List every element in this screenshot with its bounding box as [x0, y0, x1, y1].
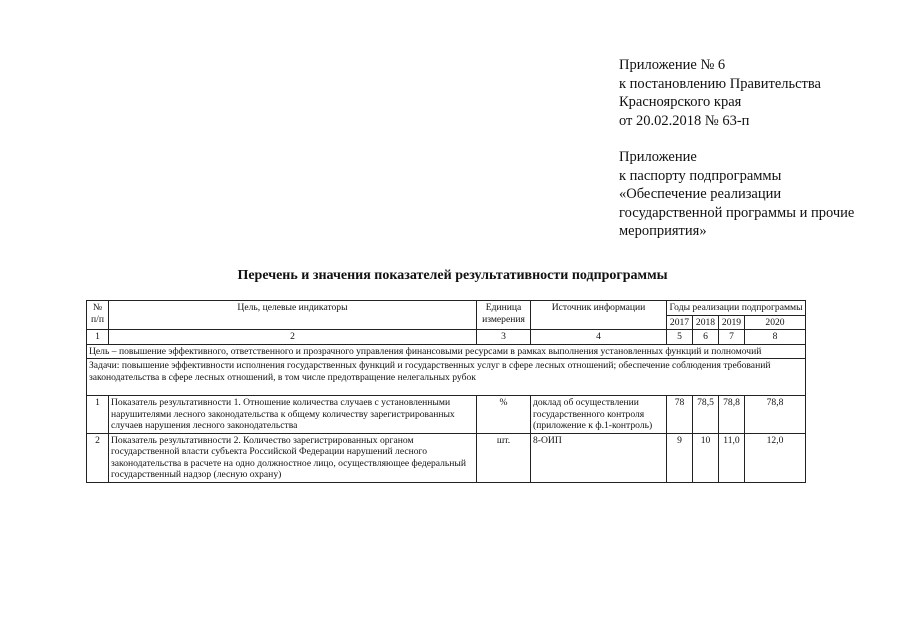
appendix-line: к постановлению Правительства — [619, 75, 821, 92]
header-year: 2019 — [719, 315, 745, 330]
appendix-line: от 20.02.2018 № 63-п — [619, 112, 750, 129]
col-number: 5 — [667, 330, 693, 345]
table-row — [87, 433, 806, 482]
row-value-2017: 9 — [667, 433, 693, 482]
row-value-2019: 11,0 — [719, 433, 745, 482]
goal-text: Цель – повышение эффективного, ответственного и прозрачного управления финансовыми ресурсами в рамках выполнения установленных функций и полномочий — [87, 344, 806, 359]
appendix-block — [619, 56, 854, 241]
appendix-line: мероприятия» — [619, 223, 707, 239]
task-row — [87, 359, 806, 396]
appendix-line: Красноярского края — [619, 94, 742, 110]
row-value-2020: 78,8 — [745, 396, 806, 434]
row-value-2018: 10 — [693, 433, 719, 482]
row-value-2020: 12,0 — [745, 433, 806, 482]
header-source: Источник информации — [531, 301, 667, 330]
header-unit: Единица измерения — [477, 301, 531, 330]
row-indicator-text: Показатель результативности 2. Количество зарегистрированных органом государственной власти субъекта Российской Федерации нарушений лесного законодательства в расчете на одно должностное лицо, осуществляющее федеральный государственный надзор (лесную охрану) — [109, 433, 477, 482]
row-num: 2 — [87, 433, 109, 482]
header-years-group: Годы реализации подпрограммы — [667, 301, 806, 316]
row-unit: шт. — [477, 433, 531, 482]
col-number: 3 — [477, 330, 531, 345]
appendix-line: государственной программы и прочие — [619, 204, 855, 221]
col-number: 7 — [719, 330, 745, 345]
header-year: 2018 — [693, 315, 719, 330]
header-row — [87, 301, 806, 316]
appendix-line: Приложение — [619, 149, 697, 165]
row-unit: % — [477, 396, 531, 434]
header-year: 2017 — [667, 315, 693, 330]
col-number: 8 — [745, 330, 806, 345]
appendix-line: к паспорту подпрограммы — [619, 167, 782, 184]
col-number: 2 — [109, 330, 477, 345]
row-value-2017: 78 — [667, 396, 693, 434]
task-text: Задачи: повышение эффективности исполнения государственных функций и государственных услуг в сфере лесных отношений; обеспечение соблюдения требований законодательства в сфере лесных отношений, в том числе предотвращение нелегальных рубок — [87, 359, 806, 396]
header-year: 2020 — [745, 315, 806, 330]
appendix-line: Приложение № 6 — [619, 57, 726, 73]
table-row — [87, 396, 806, 434]
row-value-2018: 78,5 — [693, 396, 719, 434]
col-number: 1 — [87, 330, 109, 345]
column-numbers-row — [87, 330, 806, 345]
row-source: доклад об осуществлении государственного контроля (приложение к ф.1-контроль) — [531, 396, 667, 434]
row-value-2019: 78,8 — [719, 396, 745, 434]
indicators-table — [86, 300, 806, 483]
appendix-gap — [619, 130, 854, 148]
row-source: 8-ОИП — [531, 433, 667, 482]
col-number: 4 — [531, 330, 667, 345]
header-num: № п/п — [87, 301, 109, 330]
header-goal: Цель, целевые индикаторы — [109, 301, 477, 330]
document-title: Перечень и значения показателей результативности подпрограммы — [237, 268, 668, 283]
row-indicator-text: Показатель результативности 1. Отношение количества случаев с установленными нарушителями лесного законодательства к общему количеству зарегистрированных случаев нарушения лесного законодательства — [109, 396, 477, 434]
appendix-line: «Обеспечение реализации — [619, 186, 782, 202]
col-number: 6 — [693, 330, 719, 345]
goal-row — [87, 344, 806, 359]
row-num: 1 — [87, 396, 109, 434]
